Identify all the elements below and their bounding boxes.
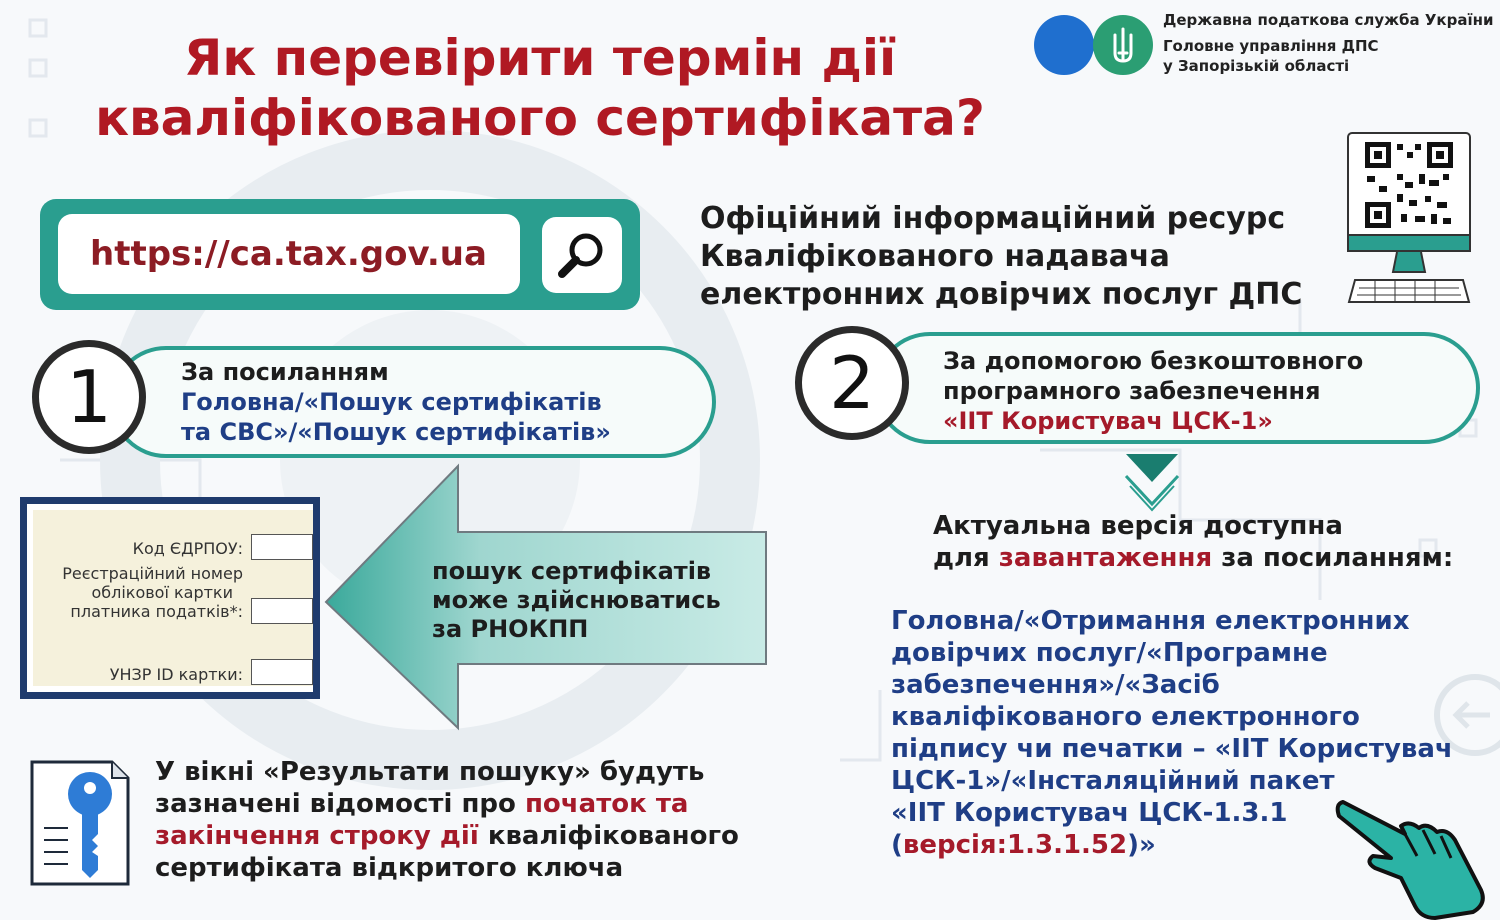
org-line-3: у Запорізькій області bbox=[1163, 57, 1350, 75]
step-1-number: 1 bbox=[32, 340, 146, 454]
rnokpp-field[interactable] bbox=[251, 598, 313, 624]
step-2-line-2: програмного забезпечення bbox=[943, 377, 1321, 405]
results-line-2 bbox=[155, 788, 855, 820]
official-line-3: електронних довірчих послуг ДПС bbox=[700, 277, 1303, 312]
page-title bbox=[70, 28, 1010, 148]
official-resource-description bbox=[700, 200, 1340, 314]
search-form-sample bbox=[20, 497, 320, 699]
path-line-1: Головна/«Отримання електронних bbox=[891, 606, 1410, 636]
unzr-label: УНЗР ID картки: bbox=[109, 665, 243, 684]
edrpou-field[interactable] bbox=[251, 534, 313, 560]
results-line-1: У вікні «Результати пошуку» будуть bbox=[155, 757, 705, 787]
path-version-open: ( bbox=[891, 830, 903, 860]
search-button[interactable] bbox=[542, 217, 622, 293]
results-note bbox=[155, 756, 855, 884]
dps-logo-blue-circle bbox=[1034, 15, 1094, 75]
path-line-7: «ІІТ Користувач ЦСК-1.3.1 bbox=[891, 798, 1288, 828]
results-line-4: сертифіката відкритого ключа bbox=[155, 853, 624, 883]
arrow-note bbox=[432, 557, 752, 644]
download-note bbox=[933, 510, 1493, 574]
title-line-1: Як перевірити термін дії bbox=[183, 29, 897, 87]
step-2-line-1: За допомогою безкоштовного bbox=[943, 347, 1364, 375]
download-line-1: Актуальна версія доступна bbox=[933, 511, 1343, 541]
results-line-2-highlight: початок та bbox=[524, 789, 689, 819]
path-line-5: підпису чи печатки – «ІІТ Користувач bbox=[891, 734, 1453, 764]
step-1-link-line-2[interactable]: та СВС»/«Пошук сертифікатів» bbox=[181, 418, 611, 446]
rnokpp-label-line-3: платника податків*: bbox=[70, 602, 243, 621]
organization-name bbox=[1163, 10, 1498, 76]
arrow-line-1: пошук сертифікатів bbox=[432, 557, 712, 585]
url-link[interactable]: https://ca.tax.gov.ua bbox=[58, 214, 520, 294]
org-line-1: Державна податкова служба України bbox=[1163, 11, 1494, 29]
download-highlight: завантаження bbox=[998, 543, 1213, 573]
results-line-2-prefix: зазначені відомості про bbox=[155, 789, 525, 819]
chevron-down-icon bbox=[1122, 450, 1182, 514]
rnokpp-label-line-1: Реєстраційний номер bbox=[62, 564, 243, 583]
download-line-2 bbox=[933, 542, 1493, 574]
download-suffix: за посиланням: bbox=[1212, 543, 1454, 573]
rnokpp-label bbox=[62, 564, 243, 621]
pointing-hand-icon bbox=[1335, 790, 1495, 920]
path-version: версія:1.3.1.52 bbox=[902, 830, 1128, 860]
edrpou-label: Код ЄДРПОУ: bbox=[132, 539, 243, 558]
official-line-1: Офіційний інформаційний ресурс bbox=[700, 201, 1286, 236]
step-2-software-name: «ІІТ Користувач ЦСК-1» bbox=[943, 407, 1273, 435]
results-line-3-suffix: кваліфікованого bbox=[478, 821, 739, 851]
path-line-6: ЦСК-1»/«Інсталяційний пакет bbox=[891, 766, 1335, 796]
step-2-number: 2 bbox=[795, 326, 909, 440]
unzr-field[interactable] bbox=[251, 659, 313, 685]
step-2-text bbox=[943, 346, 1363, 436]
trident-icon bbox=[1093, 15, 1153, 75]
computer-icon bbox=[1345, 130, 1475, 310]
step-1-text bbox=[181, 357, 611, 447]
arrow-line-2: може здійснюватись bbox=[432, 586, 721, 614]
path-version-close: )» bbox=[1127, 830, 1156, 860]
official-line-2: Кваліфікованого надавача bbox=[700, 239, 1170, 274]
rnokpp-label-line-2: облікової картки bbox=[91, 583, 233, 602]
search-icon bbox=[542, 217, 622, 293]
path-line-3: забезпечення»/«Засіб bbox=[891, 670, 1220, 700]
results-line-3 bbox=[155, 820, 855, 852]
path-line-2: довірчих послуг/«Програмне bbox=[891, 638, 1328, 668]
arrow-line-3: за РНОКПП bbox=[432, 615, 589, 643]
step-1-link-line-1[interactable]: Головна/«Пошук сертифікатів bbox=[181, 388, 602, 416]
dps-logo-green-circle bbox=[1093, 15, 1153, 75]
key-document-icon bbox=[28, 758, 132, 888]
step-1-line-1: За посиланням bbox=[181, 358, 389, 386]
download-prefix: для bbox=[933, 543, 999, 573]
org-line-2: Головне управління ДПС bbox=[1163, 37, 1379, 55]
title-line-2: кваліфікованого сертифіката? bbox=[95, 89, 985, 147]
path-line-4: кваліфікованого електронного bbox=[891, 702, 1360, 732]
results-line-3-highlight: закінчення строку дії bbox=[155, 821, 479, 851]
